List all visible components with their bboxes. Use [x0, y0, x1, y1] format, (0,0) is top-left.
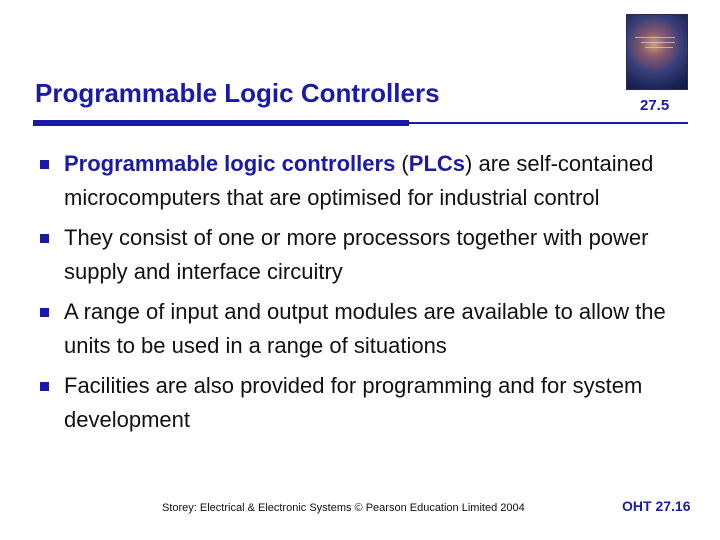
bullet-text: They consist of one or more processors together with power supply and interface circuitry [64, 225, 649, 284]
square-bullet-icon [40, 308, 49, 317]
square-bullet-icon [40, 160, 49, 169]
slide-title: Programmable Logic Controllers [35, 78, 440, 108]
bullet-item [40, 147, 690, 215]
bullet-list [40, 147, 690, 443]
title-divider-thick [33, 120, 409, 126]
oht-number: OHT 27.16 [622, 498, 691, 514]
bullet-term: Programmable logic controllers [64, 151, 396, 176]
square-bullet-icon [40, 234, 49, 243]
page-number: 27.5 [640, 97, 670, 114]
square-bullet-icon [40, 382, 49, 391]
bullet-paren: ( [395, 151, 409, 176]
bullet-text: A range of input and output modules are available to allow the units to be used in a range of situations [64, 299, 666, 358]
bullet-acronym: PLCs [408, 151, 466, 176]
footer-citation: Storey: Electrical & Electronic Systems © Pearson Education Limited 2004 [162, 502, 525, 514]
bullet-item [40, 295, 690, 363]
bullet-item [40, 221, 690, 289]
book-cover-image [627, 15, 687, 89]
bullet-text: Facilities are also provided for programming and for system development [64, 373, 643, 432]
bullet-item [40, 369, 690, 437]
bullet-text: ) are self-contained microcomputers that are optimised for industrial control [64, 151, 654, 210]
